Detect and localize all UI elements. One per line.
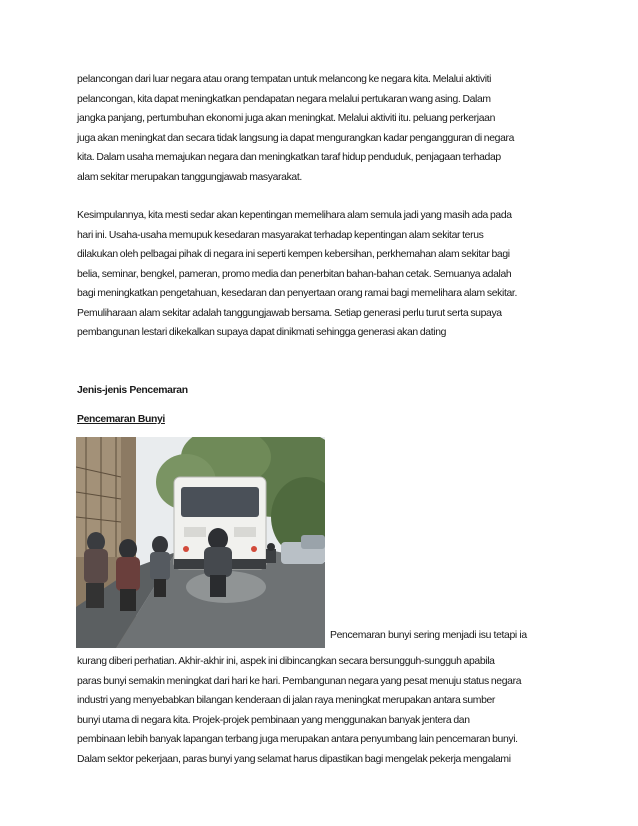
paragraph-line: jangka panjang, pertumbuhan ekonomi juga akan meningkat. Melalui aktiviti itu. peluang perkerjaan: [77, 113, 496, 124]
paragraph-tourism: [77, 70, 563, 187]
paragraph-conclusion: [77, 206, 563, 343]
paragraph-line: juga akan meningkat dan secara tidak langsung ia dapat mengurangkan kadar pengangguran di negara: [77, 132, 515, 144]
section-heading: Jenis-jenis Pencemaran: [77, 385, 188, 396]
paragraph-line: kurang diberi perhatian. Akhir-akhir ini, aspek ini dibincangkan secara bersungguh-sungguh apabila: [77, 656, 495, 667]
subsection-heading: Pencemaran Bunyi: [77, 414, 165, 425]
paragraph-line: pembangunan lestari dikekalkan supaya dapat dinikmati sehingga generasi akan dating: [77, 327, 447, 338]
paragraph-line: paras bunyi semakin meningkat dari hari ke hari. Pembangunan negara yang pesat menuju status negara: [77, 675, 522, 687]
paragraph-line: bunyi utama di negara kita. Projek-projek pembinaan yang menggunakan banyak jentera dan: [77, 714, 470, 726]
paragraph-line: hari ini. Usaha-usaha memupuk kesedaran masyarakat terhadap kepentingan alam sekitar terus: [77, 229, 484, 241]
paragraph-line: industri yang menyebabkan bilangan kenderaan di jalan raya meningkat merupakan antara sumber: [77, 695, 496, 706]
paragraph-line: Dalam sektor pekerjaan, paras bunyi yang selamat harus dipastikan bagi mengelak pekerja mengalami: [77, 753, 511, 765]
paragraph-line: Pemuliharaan alam sekitar adalah tanggungjawab bersama. Setiap generasi perlu turut serta supaya: [77, 307, 502, 319]
caption-first-line: Pencemaran bunyi sering menjadi isu tetapi ia: [330, 630, 527, 641]
paragraph-line: belia, seminar, bengkel, pameran, promo media dan penerbitan bahan-bahan cetak. Semuanya adalah: [77, 268, 512, 280]
paragraph-line: dilakukan oleh pelbagai pihak di negara ini seperti kempen kebersihan, perkhemahan alam sekitar bagi: [77, 249, 510, 260]
paragraph-line: bagi meningkatkan pengetahuan, kesedaran dan penyertaan orang ramai bagi memelihara alam sekitar.: [77, 288, 517, 299]
paragraph-line: pelancongan dari luar negara atau orang tempatan untuk melancong ke negara kita. Melalui aktiviti: [77, 74, 492, 85]
paragraph-line: Kesimpulannya, kita mesti sedar akan kepentingan memelihara alam semula jadi yang masih ada pada: [77, 210, 512, 221]
paragraph-line: pembinaan lebih banyak lapangan terbang juga merupakan antara penyumbang lain pencemaran bunyi.: [77, 734, 518, 745]
paragraph-line: kita. Dalam usaha memajukan negara dan meningkatkan taraf hidup penduduk, penjagaan terhadap: [77, 152, 501, 163]
paragraph-noise-pollution: [77, 652, 563, 769]
paragraph-line: alam sekitar merupakan tanggungjawab masyarakat.: [77, 171, 302, 183]
traffic-street-photo: [76, 437, 325, 648]
paragraph-line: pelancongan, kita dapat meningkatkan pendapatan negara melalui pertukaran wang asing. Dalam: [77, 93, 491, 105]
